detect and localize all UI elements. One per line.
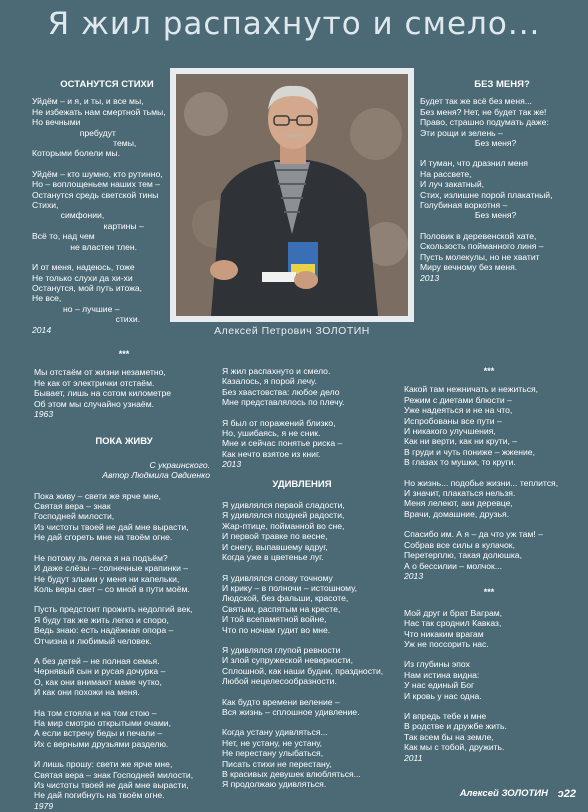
poem-line: В глазах то мушки, то круги. — [404, 457, 516, 468]
poem-line: Эти рощи и зелень – — [420, 127, 503, 138]
poem-line: Но – воплощеньем наших тем – — [32, 179, 160, 190]
poem-line: Как ни верти, как ни крути, – — [404, 436, 518, 447]
stanza-gap — [34, 749, 214, 759]
poem-line: Собрав все силы в кулачок, — [404, 539, 515, 550]
poem-line: Что по ночам гудит во мне. — [222, 624, 331, 635]
poem-line: И луч закатный, — [420, 179, 485, 190]
poem-line: Как нечто взятое из книг. — [222, 448, 321, 459]
poem-line: На том стояла и на том стою – — [34, 707, 157, 718]
poem-line: Об этом мы случайно узнаём. — [34, 398, 154, 409]
poem-line: Не все, — [32, 293, 62, 304]
poem-line: Бывает, лишь на сотом километре — [34, 388, 172, 399]
poem-line: И значит, плакаться нельзя. — [404, 488, 516, 499]
poem-heading: УДИВЛЕНИЯ — [272, 478, 332, 490]
poem-line: Скользость пойманного линя – — [420, 241, 544, 252]
stanza-gap — [32, 159, 172, 169]
poem-line: Врачи, домашние, друзья. — [404, 508, 510, 519]
poem-line: Не будут злыми у меня ни капельки, — [34, 573, 180, 584]
poem-lines — [222, 366, 402, 459]
poem-line: Людской, без фальши, красоте, — [222, 593, 349, 604]
poem-line: Любой нецелесообразности. — [222, 676, 337, 687]
poem-line: Как мы с тобой, дружить. — [404, 742, 505, 753]
stars-divider: *** — [483, 366, 495, 376]
poem-line: Я жил распахнуто и смело. — [222, 366, 331, 376]
poem-line: Но вечными — [32, 117, 81, 128]
poem-line: Половик в деревенской хате, — [420, 230, 537, 241]
poem-year: 2013 — [404, 570, 424, 581]
poem-lines — [404, 608, 574, 753]
poem-line: Не перестану улыбаться, — [222, 748, 324, 759]
poem-line: Что никаким врагам — [404, 628, 484, 639]
column-2 — [222, 366, 402, 790]
poem-line: И как они похожи на меня. — [34, 687, 140, 698]
poem-line: Когда устану удивляться... — [222, 727, 328, 738]
poem-line: Уйдём – кто шумно, кто рутинно, — [32, 168, 163, 179]
poem-line: Уйдём – и я, и ты, и все мы, — [32, 96, 144, 107]
poem-lines — [34, 367, 214, 409]
poem-heading: БЕЗ МЕНЯ? — [474, 79, 530, 90]
poem-line: Без меня? — [420, 210, 517, 221]
poem-line: стихи. — [32, 314, 141, 325]
poem-line: Не избежать нам смертной тьмы, — [32, 106, 166, 117]
poem-line: Режим с диетами блюсти – — [404, 394, 512, 405]
poem-year: 1979 — [34, 800, 54, 811]
poem-line: И злой супружеской неверности, — [222, 655, 353, 666]
poem-line: Я буду так же жить легко и споро, — [34, 614, 169, 625]
stanza-gap — [420, 148, 570, 158]
poem-line: Будет так же всё без меня... — [420, 96, 532, 107]
stanza-gap — [404, 649, 574, 659]
poem-line: В родстве и дружбе жить. — [404, 721, 507, 732]
poem-lines — [34, 491, 214, 801]
poem-line: Без меня? Нет, не будет так же! — [420, 106, 547, 117]
poem-heading: ОСТАНУТСЯ СТИХИ — [60, 79, 154, 90]
poem-line: В груди и чуть пониже – жжение, — [404, 446, 535, 457]
poem-line: И от меня, надеюсь, тоже — [32, 262, 135, 273]
poem-line: Голубиная воркотня – — [420, 200, 508, 211]
poem-line: И даже слёзы – солнечные крапинки – — [34, 563, 189, 574]
poem-line: Святым, распятым на кресте, — [222, 603, 341, 614]
poem-line: И первой травке по весне, — [222, 531, 328, 542]
stanza-gap — [222, 717, 402, 727]
stars-divider: *** — [483, 587, 495, 598]
page-number: ᴐ22 — [557, 788, 576, 800]
stars-divider: *** — [118, 349, 130, 359]
poem-line: Спасибо им. А я – да что уж там! – — [404, 529, 543, 540]
poem-line: Без меня? — [420, 138, 517, 149]
poem-line: Я удивлялся первой сладости, — [222, 500, 345, 511]
poem-line: Сплошной, как наши будни, праздности, — [222, 665, 384, 676]
poem-line: Я был от поражений близко, — [222, 417, 336, 428]
poem-ostanutsya-stikhi — [32, 80, 172, 335]
column-3 — [404, 366, 574, 763]
poem-line: На рассвете, — [420, 168, 472, 179]
stanza-gap — [222, 408, 402, 418]
stanza-gap — [34, 594, 214, 604]
poem-line: И крику – в полночи – истошному, — [222, 582, 357, 593]
poem-line: Но жизнь... подобье жизни... теплится, — [404, 477, 559, 488]
poem-line: Писать стихи не перестану, — [222, 758, 332, 769]
poem-line: Пока живу – свети же ярче мне, — [34, 490, 161, 501]
poem-line: Господней милости, — [34, 511, 115, 522]
poem-year: 2011 — [404, 752, 423, 763]
poem-line: Нам истина видна: — [404, 669, 480, 680]
poem-line: Уж не поссорить нас. — [404, 638, 489, 649]
poem-line: Жар-птице, пойманной во сне, — [222, 520, 345, 531]
poem-line: Не дай погибнуть на твоём огне. — [34, 790, 165, 801]
poem-line: Не потому ль легка я на подъём? — [34, 552, 168, 563]
poem-line: И впредь тебе и мне — [404, 710, 487, 721]
poem-year: 1963 — [34, 409, 54, 420]
poem-line: Вся жизнь – сплошное удивление. — [222, 706, 360, 717]
stanza-gap — [222, 687, 402, 697]
poem-line: Чернявый сын и русая дочурка – — [34, 666, 166, 677]
poem-line: Мы отстаём от жизни незаметно, — [34, 367, 166, 378]
poem-line: симфонии, — [32, 210, 105, 221]
poem-line: В красивых девушек влюбляться... — [222, 769, 361, 779]
poem-line: но – лучшие – — [32, 303, 120, 314]
stanza-gap — [404, 468, 574, 478]
poem-lines — [32, 96, 172, 324]
poem-lines — [420, 96, 570, 272]
poem-line: картины – — [32, 220, 144, 231]
poem-year: 2013 — [222, 459, 242, 470]
poem-line: Испробованы все пути – — [404, 415, 502, 426]
poem-line: Их с верными друзьями разделю. — [34, 738, 169, 749]
poem-line: Но, ушибаясь, я не сник. — [222, 428, 321, 439]
poem-line: Святая вера – знак — [34, 501, 111, 512]
poem-line: Останутся средь светской тины — [32, 189, 159, 200]
poem-line: О, как они внимают маме чутко, — [34, 676, 162, 687]
poem-line: Отчизна и любимый человек. — [34, 635, 152, 646]
poem-line: Я удивлялся глупой ревности — [222, 644, 341, 655]
column-1 — [34, 349, 214, 811]
photo-caption: Алексей Петрович ЗОЛОТИН — [214, 325, 370, 337]
poem-line: И той всепамятной войне, — [222, 614, 327, 625]
poem-line: Стихи, — [32, 200, 59, 211]
poem-line: Из чистоты твоей не дай мне вырасти, — [34, 521, 189, 532]
poem-line: Пусть предстоит прожить недолгий век, — [34, 604, 193, 615]
poem-line: Стих, излишне порой плакатный, — [420, 189, 553, 200]
poem-line: Мне представлялось по плечу. — [222, 397, 345, 408]
poem-line: Не как от электрички отстаём. — [34, 377, 155, 388]
page-title: Я жил распахнуто и смело... — [47, 6, 541, 42]
poem-line: И никакого улучшения, — [404, 426, 496, 437]
poem-line: Нас так сроднил Кавказ, — [404, 618, 502, 629]
poem-line: Останутся, мой путь итожа, — [32, 282, 143, 293]
author-photo — [176, 74, 408, 316]
poem-year: 2014 — [32, 324, 52, 335]
poem-year: 2013 — [420, 272, 440, 283]
stanza-gap — [34, 698, 214, 708]
stanza-gap — [404, 519, 574, 529]
poem-line: Я продолжаю удивляться. — [222, 779, 327, 790]
poem-line: Меня лелеют, аки деревце, — [404, 498, 513, 509]
poem-line: И снегу, выпавшему вдруг, — [222, 541, 328, 552]
poem-line: не властен тлен. — [32, 241, 138, 252]
poem-line: У нас единый Бог — [404, 680, 475, 691]
poem-line: Мой друг и брат Ваграм, — [404, 607, 503, 618]
poem-line: И лишь прошу: свети же ярче мне, — [34, 759, 173, 770]
poem-line: Всё то, над чем — [32, 231, 95, 242]
stanza-gap — [222, 635, 402, 645]
stanza-gap — [404, 701, 574, 711]
poem-line: Какой там нежничать и нежиться, — [404, 384, 539, 395]
poem-line: А без детей – не полная семья. — [34, 655, 160, 666]
poem-lines — [404, 384, 574, 571]
poem-line: Уже надеяться и не на что, — [404, 405, 513, 416]
poem-line: Так всем бы на земле, — [404, 731, 494, 742]
author-signature: Алексей ЗОЛОТИН — [459, 788, 548, 799]
poem-line: Нет, не устану, не устану, — [222, 737, 323, 748]
poem-line: Из глубины эпох — [404, 659, 470, 670]
poem-line: И туман, что дразнил меня — [420, 158, 528, 169]
poem-line: Я удивлялся поздней радости, — [222, 510, 345, 521]
poem-line: И кровь у нас одна. — [404, 690, 482, 701]
poem-line: Ведь знаю: есть надёжная опора – — [34, 625, 174, 636]
poem-line: Право, страшно подумать даже: — [420, 117, 549, 128]
poem-line: Миру вечному без меня. — [420, 262, 518, 273]
poem-line: Как будто времени веление – — [222, 696, 340, 707]
poem-line: А если встречу беды и печали – — [34, 728, 163, 739]
stanza-gap — [420, 221, 570, 231]
author-note: Автор Людмила Овдиенко — [102, 470, 210, 481]
poem-line: Когда уже в цветенье луг. — [222, 552, 324, 563]
stanza-gap — [222, 563, 402, 573]
poem-line: Я удивлялся слову точному — [222, 572, 333, 583]
poem-line: Без хвастовства: любое дело — [222, 386, 340, 397]
poem-lines — [222, 500, 402, 790]
poem-line: темы, — [32, 138, 137, 149]
poem-line: Мне и сейчас понятье риска – — [222, 438, 343, 449]
poem-line: Не дай сгореть мне на твоём огне. — [34, 532, 173, 543]
poem-line: Казалось, я порой лечу. — [222, 376, 317, 387]
poem-bez-menya — [420, 80, 570, 283]
poem-line: пребудут — [32, 127, 116, 138]
translation-note: С украинского. — [149, 459, 210, 470]
poem-line: А о бессилии – молчок... — [404, 560, 502, 571]
poem-line: На мир смотрю открытыми очами, — [34, 717, 171, 728]
stanza-gap — [34, 646, 214, 656]
poem-line: Перетерплю, такая долюшка, — [404, 550, 522, 561]
poem-line: Святая вера – знак Господней милости, — [34, 769, 194, 780]
poem-line: Из чистоты твоей не дай мне вырасти, — [34, 780, 189, 790]
poem-line: Не только слухи да хи-хи — [32, 272, 133, 283]
stanza-gap — [34, 543, 214, 553]
stanza-gap — [32, 252, 172, 262]
poem-line: Которыми болели мы. — [32, 148, 120, 159]
poem-line: Пусть молекулы, но не хватит — [420, 251, 540, 262]
poem-heading: ПОКА ЖИВУ — [95, 436, 153, 448]
poem-line: Коль веры свет – со мной в пути моём. — [34, 583, 190, 594]
